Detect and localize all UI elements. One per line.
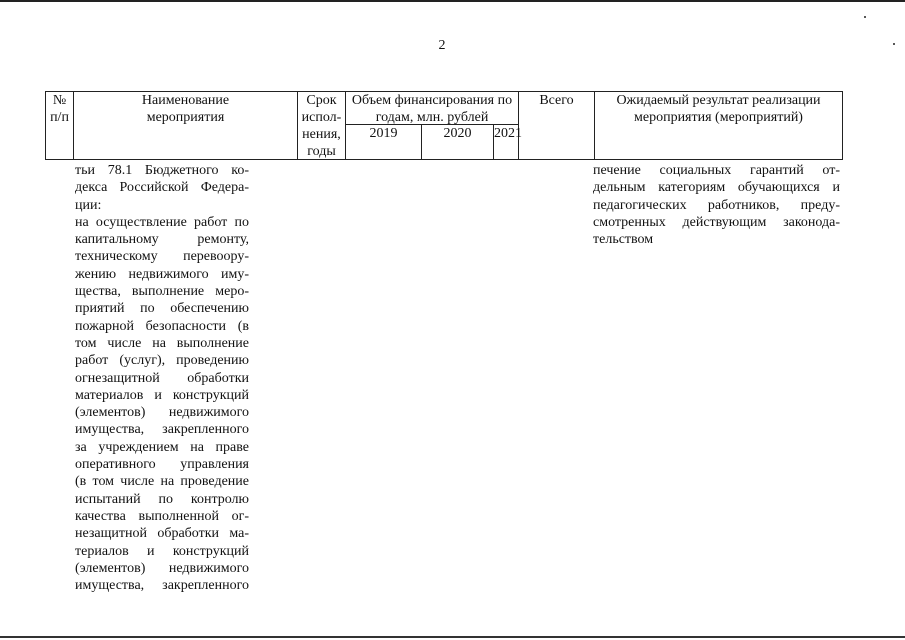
name-line: (элементов) недвижимого: [75, 560, 249, 576]
name-line: оперативного управления: [75, 457, 249, 473]
result-line: педагогических работников, преду-: [593, 197, 840, 213]
name-line: (элементов) недвижимого: [75, 405, 249, 421]
name-line: жению недвижимого иму-: [75, 266, 249, 282]
name-line: испытаний по контролю: [75, 491, 249, 507]
name-line: техническому перевоору-: [75, 249, 249, 265]
header-year-2021: 2021: [494, 125, 519, 160]
name-line: имущества, закрепленного: [75, 578, 249, 594]
header-year-2019: 2019: [346, 125, 422, 160]
name-line: щества, выполнение меро-: [75, 284, 249, 300]
top-scan-border: [0, 0, 905, 2]
result-line: смотренных действующим законода-: [593, 214, 840, 230]
scan-speck: [864, 16, 866, 18]
name-line: том числе на выполнение: [75, 335, 249, 351]
name-line: декса Российской Федера-: [75, 180, 249, 196]
header-result: Ожидаемый результат реализации мероприятия (мероприятий): [595, 92, 843, 160]
name-line: качества выполненной ог-: [75, 508, 249, 524]
header-num: № п/п: [46, 92, 74, 160]
header-total: Всего: [519, 92, 595, 160]
name-line: за учреждением на праве: [75, 439, 249, 455]
expected-result-text: [593, 162, 840, 248]
header-year-2020: 2020: [422, 125, 494, 160]
name-line: тьи 78.1 Бюджетного ко-: [75, 163, 249, 178]
result-line: тельством: [593, 232, 654, 248]
page-number: 2: [438, 38, 446, 53]
header-name: Наименование мероприятия: [74, 92, 298, 160]
name-line: имущества, закрепленного: [75, 422, 249, 438]
name-line: пожарной безопасности (в: [75, 318, 249, 334]
name-line: (в том числе на проведение: [75, 474, 249, 490]
bottom-scan-border: [0, 636, 905, 638]
header-funding: Объем финансирования по годам, млн. рублей: [346, 92, 519, 125]
result-line: дельным категориям обучающихся и: [593, 180, 840, 196]
result-line: печение социальных гарантий от-: [593, 163, 840, 178]
name-line: териалов и конструкций: [75, 543, 249, 559]
name-line: материалов и конструкций: [75, 387, 249, 403]
name-line: огнезащитной обработки: [75, 370, 249, 386]
activity-name-text: [75, 162, 249, 594]
name-line: капитальному ремонту,: [75, 232, 249, 248]
scan-speck: [893, 43, 895, 45]
header-term: Срок испол- нения, годы: [298, 92, 346, 160]
name-line: приятий по обеспечению: [75, 301, 249, 317]
name-line: незащитной обработки ма-: [75, 526, 249, 542]
name-line: на осуществление работ по: [75, 214, 249, 230]
table-header: [45, 91, 843, 160]
name-line: работ (услуг), проведению: [75, 353, 249, 369]
name-line: ции:: [75, 197, 102, 213]
